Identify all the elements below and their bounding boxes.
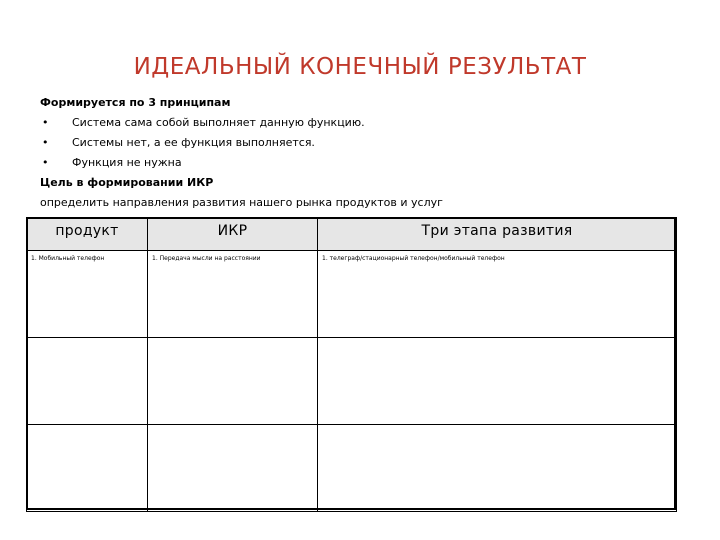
page-title: ИДЕАЛЬНЫЙ КОНЕЧНЫЙ РЕЗУЛЬТАТ	[133, 54, 587, 80]
table-cell[interactable]	[148, 338, 318, 425]
table-cell[interactable]: 1. телеграф/стационарный телефон/мобильный телефон	[318, 251, 677, 338]
goal-text: определить направления развития нашего рынка продуктов и услуг	[40, 196, 443, 209]
principle-text: Система сама собой выполняет данную функцию.	[72, 116, 365, 129]
development-table	[26, 217, 677, 512]
table-cell[interactable]: 1. Мобильный телефон	[27, 251, 148, 338]
table-row	[27, 338, 677, 425]
header-ikr: ИКР	[148, 218, 318, 251]
table-cell[interactable]	[27, 425, 148, 512]
bullet-icon: •	[42, 136, 49, 149]
table-cell[interactable]	[318, 425, 677, 512]
table-row	[27, 425, 677, 512]
table-cell[interactable]: 1. Передача мысли на расстоянии	[148, 251, 318, 338]
intro-block	[40, 93, 680, 213]
principle-text: Функция не нужна	[72, 156, 182, 169]
principles-heading: Формируется по 3 принципам	[40, 96, 231, 109]
table-cell[interactable]	[318, 338, 677, 425]
principle-item	[40, 133, 680, 153]
principle-item	[40, 113, 680, 133]
table-cell[interactable]	[148, 425, 318, 512]
principle-item	[40, 153, 680, 173]
table-cell[interactable]	[27, 338, 148, 425]
table-row	[27, 251, 677, 338]
goal-heading: Цель в формировании ИКР	[40, 176, 214, 189]
bullet-icon: •	[42, 156, 49, 169]
bullet-icon: •	[42, 116, 49, 129]
principle-text: Системы нет, а ее функция выполняется.	[72, 136, 315, 149]
table-header-row	[27, 218, 677, 251]
header-product: продукт	[27, 218, 148, 251]
header-stages: Три этапа развития	[318, 218, 677, 251]
